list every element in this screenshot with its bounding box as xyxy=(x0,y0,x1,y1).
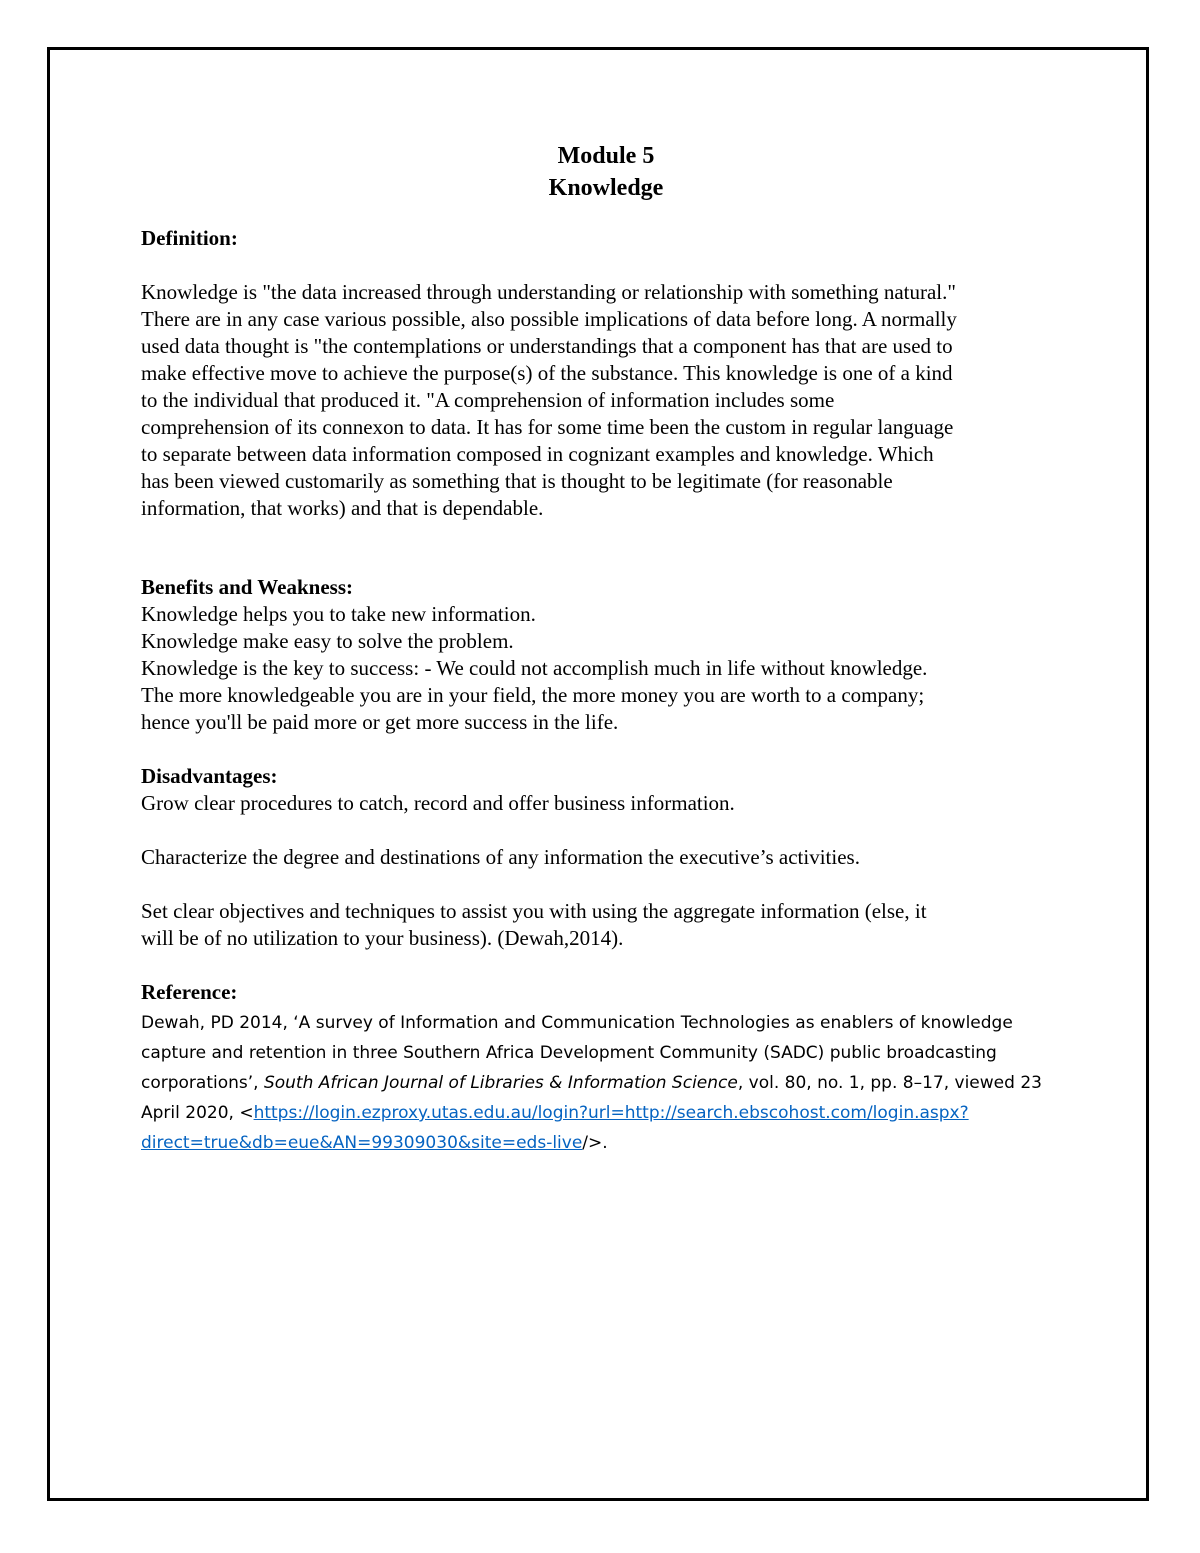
definition-line: comprehension of its connexon to data. It has for some time been the custom in regular language xyxy=(141,415,954,439)
reference-journal: South African Journal of Libraries & Information Science xyxy=(263,1073,738,1093)
reference-heading: Reference: xyxy=(141,980,238,1004)
disadvantages-paragraph-3 xyxy=(141,898,1071,952)
definition-line: used data thought is "the contemplations or understandings that a component has that are used to xyxy=(141,334,953,358)
definition-line: make effective move to achieve the purpose(s) of the substance. This knowledge is one of a kind xyxy=(141,361,953,385)
page-subtitle: Knowledge xyxy=(548,175,664,201)
reference-entry xyxy=(141,1008,1071,1158)
definition-line: has been viewed customarily as something that is thought to be legitimate (for reasonable xyxy=(141,469,893,493)
page-title: Module 5 xyxy=(557,143,655,169)
disadvantages-paragraph-2: Characterize the degree and destinations of any information the executive’s activities. xyxy=(141,845,860,869)
title-block xyxy=(141,140,1071,204)
benefits-heading: Benefits and Weakness: xyxy=(141,575,353,599)
definition-line: to the individual that produced it. "A comprehension of information includes some xyxy=(141,388,835,412)
disadvantages-paragraph-1: Grow clear procedures to catch, record and offer business information. xyxy=(141,791,735,815)
disadvantages-heading: Disadvantages: xyxy=(141,764,278,788)
benefits-line: Knowledge is the key to success: - We could not accomplish much in life without knowledge. xyxy=(141,656,928,680)
benefits-line: Knowledge helps you to take new information. xyxy=(141,602,536,626)
reference-end: />. xyxy=(582,1133,608,1153)
reference-details: , vol. 80, no. 1, pp. 8–17, viewed 23 April 2020, < xyxy=(141,1073,1042,1123)
disadvantages-line: will be of no utilization to your business). (Dewah,2014). xyxy=(141,926,624,950)
benefits-line: The more knowledgeable you are in your field, the more money you are worth to a company; xyxy=(141,683,925,707)
definition-paragraph xyxy=(141,279,1071,522)
benefits-line: Knowledge make easy to solve the problem. xyxy=(141,629,514,653)
document-content xyxy=(141,140,1071,1158)
benefits-line: hence you'll be paid more or get more success in the life. xyxy=(141,710,619,734)
definition-heading: Definition: xyxy=(141,226,238,250)
definition-line: There are in any case various possible, also possible implications of data before long. A normally xyxy=(141,307,957,331)
definition-line: to separate between data information composed in cognizant examples and knowledge. Which xyxy=(141,442,934,466)
reference-text: Dewah, PD 2014, ‘A survey of Information and Communication Technologies as enablers of knowledge capture and retention in three Southern Africa Development Community (SADC) public broadcasting corporations’, xyxy=(141,1013,1013,1093)
benefits-list xyxy=(141,601,1071,736)
definition-line: Knowledge is "the data increased through understanding or relationship with something natural." xyxy=(141,280,956,304)
reference-link[interactable]: https://login.ezproxy.utas.edu.au/login?url=http://search.ebscohost.com/login.aspx?direct=true&db=eue&AN=99309030&site=eds-live xyxy=(141,1103,969,1153)
definition-line: information, that works) and that is dependable. xyxy=(141,496,544,520)
disadvantages-line: Set clear objectives and techniques to assist you with using the aggregate information (else, it xyxy=(141,899,927,923)
